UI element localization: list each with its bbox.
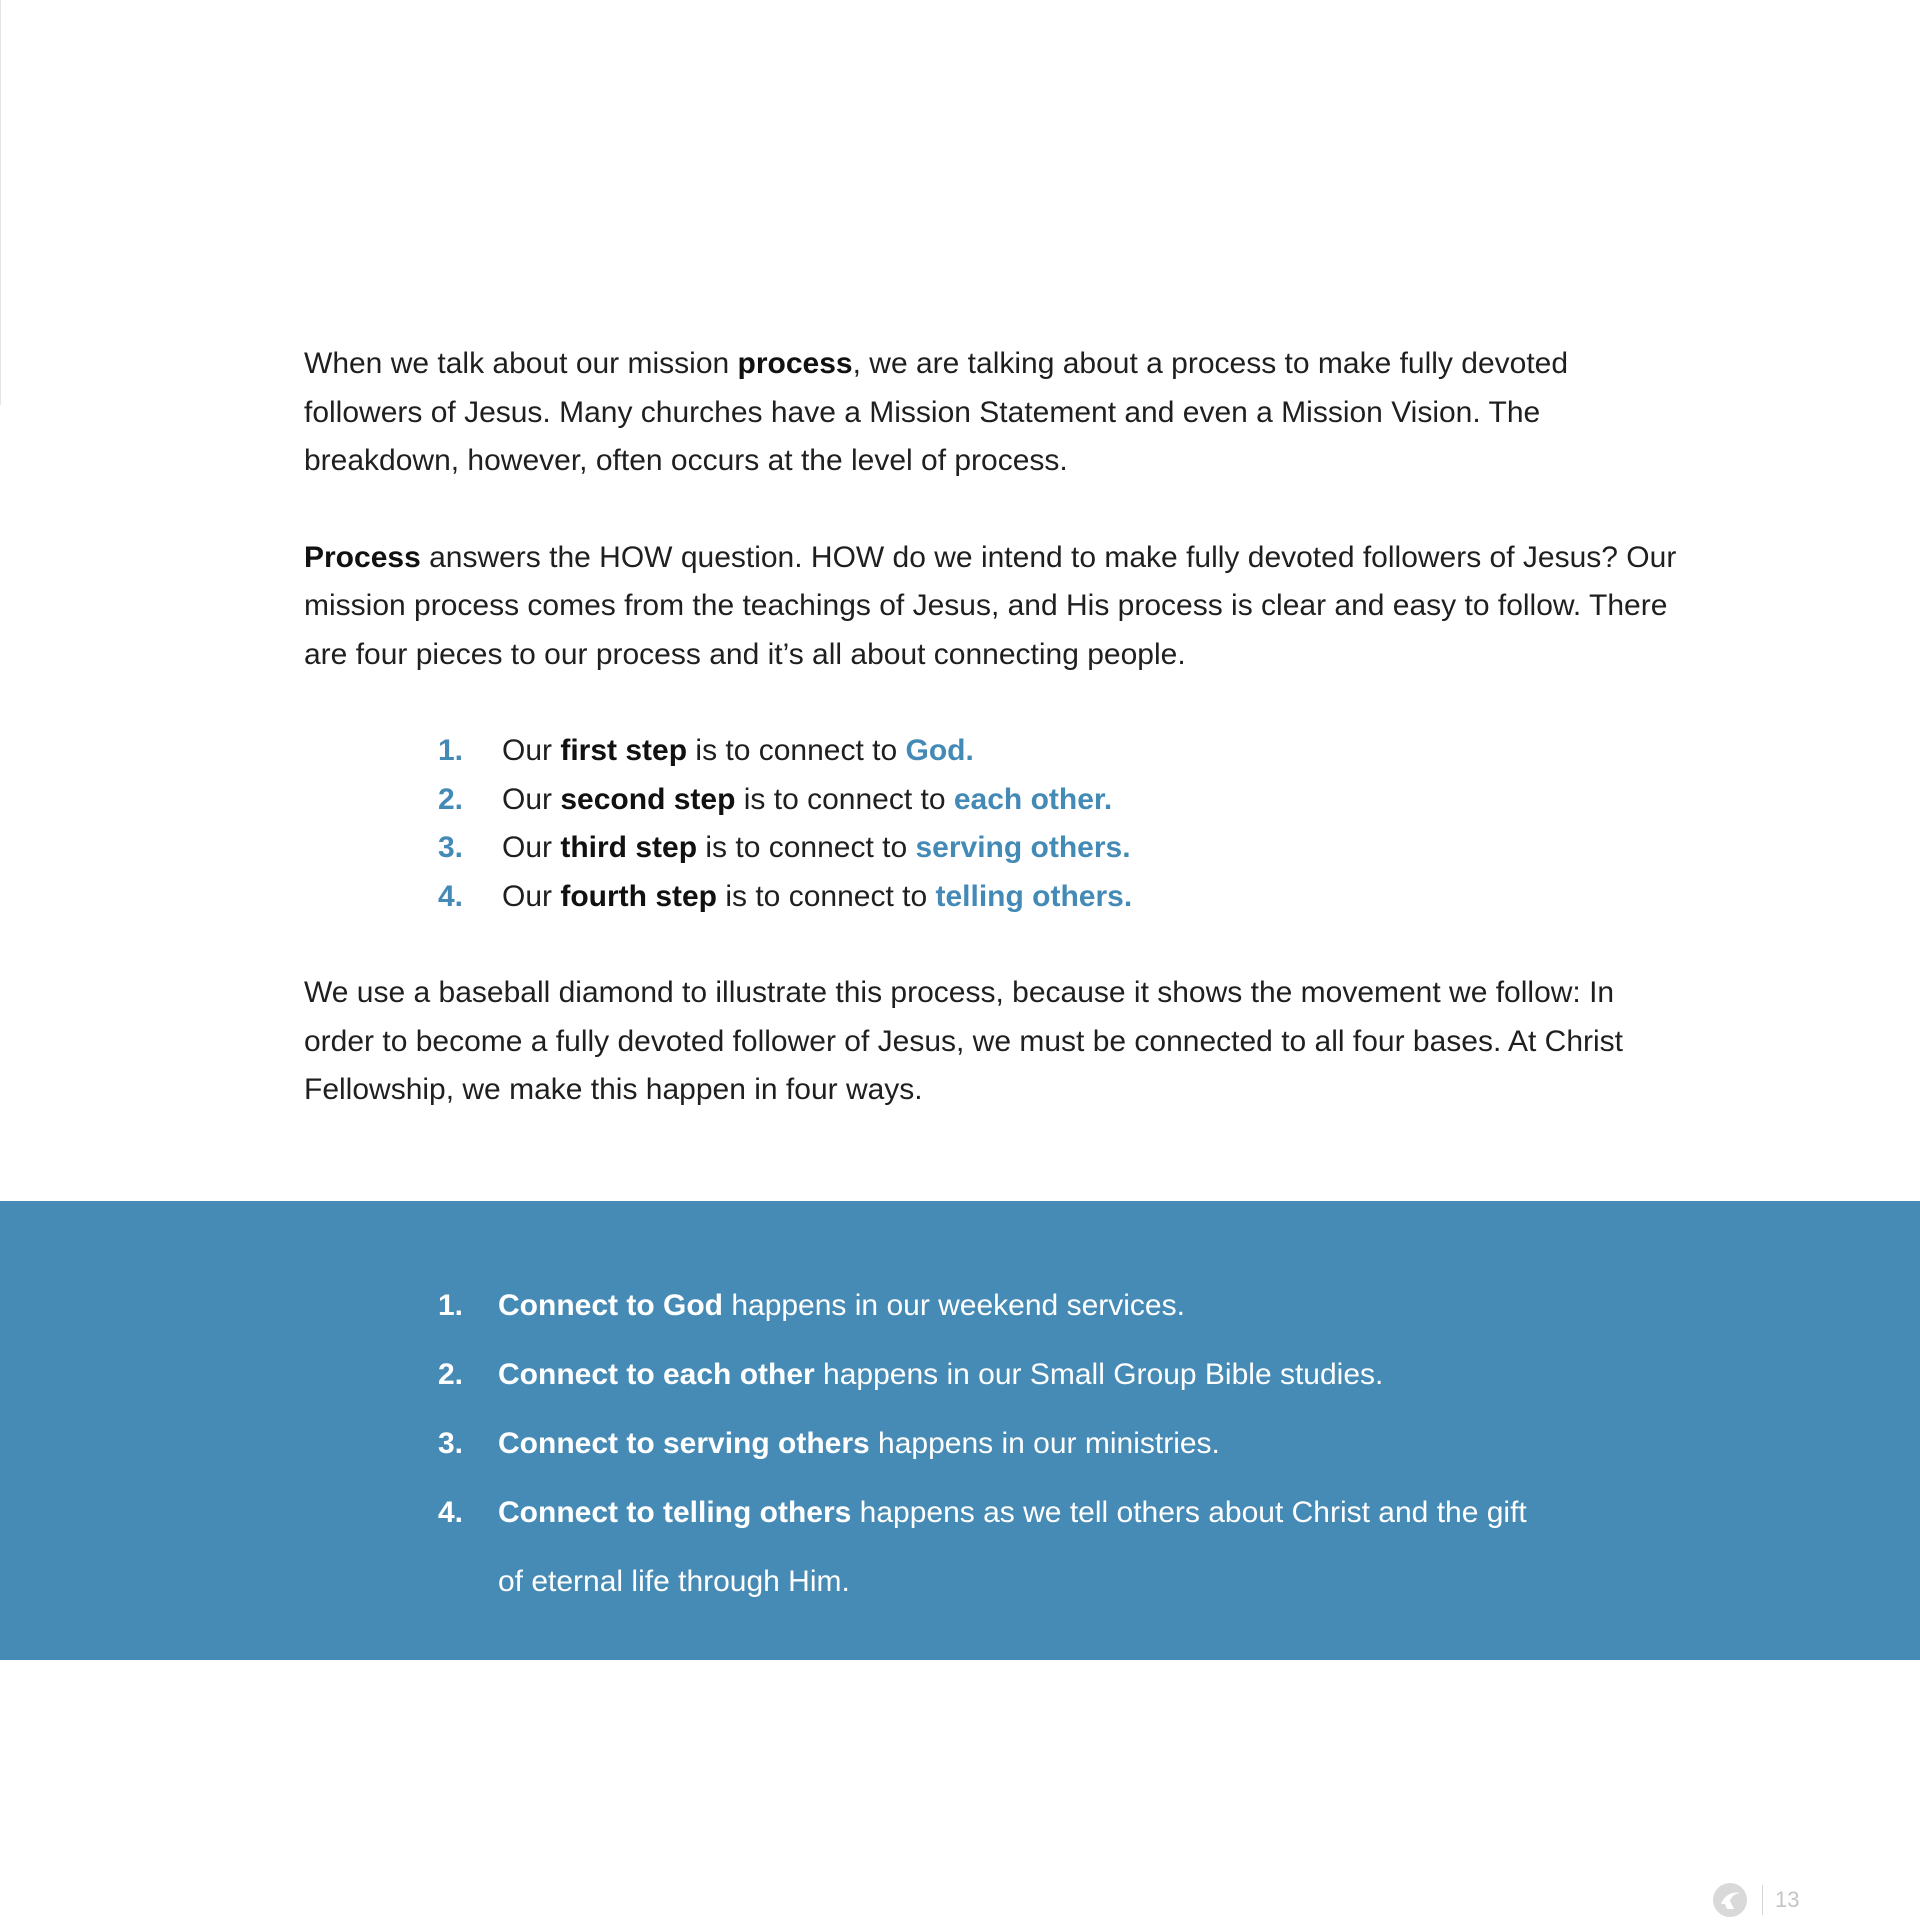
intro-paragraph-1: When we talk about our mission process, we are talking about a process to make fully devoted followers of Jesus. Many churches have a Mission Statement and even a Mission Vision. The breakdown, however, often occurs at the level of process. xyxy=(304,347,1569,477)
list-item: 2. Connect to each other happens in our Small Group Bible studies. xyxy=(438,1358,1384,1391)
four-ways-list xyxy=(438,1271,1538,1616)
page-footer xyxy=(1712,1880,1799,1920)
body-content xyxy=(304,340,1684,1163)
intro-paragraph-2: Process answers the HOW question. HOW do we intend to make fully devoted followers of Jesus? Our mission process comes from the teachings of Jesus, and His process is clear and easy to follow. There are four pieces to our process and it’s all about connecting people. xyxy=(304,540,1677,671)
page-edge-rule xyxy=(0,0,1,405)
process-steps-list xyxy=(304,727,1684,921)
list-item: 4. Connect to telling others happens as we tell others about Christ and the gift of eternal life through Him. xyxy=(438,1496,1527,1598)
list-item: 1. Connect to God happens in our weekend services. xyxy=(438,1289,1185,1322)
list-item: 3. Connect to serving others happens in our ministries. xyxy=(438,1427,1220,1460)
footer-divider xyxy=(1762,1885,1763,1915)
page-number: 13 xyxy=(1775,1887,1800,1912)
outro-paragraph: We use a baseball diamond to illustrate this process, because it shows the movement we follow: In order to become a fully devoted follower of Jesus, we must be connected to all four bases. At Christ Fellowship, we make this happen in four ways. xyxy=(304,976,1624,1106)
list-item: 2. Our second step is to connect to each other. xyxy=(438,782,1113,816)
list-item: 4. Our fourth step is to connect to telling others. xyxy=(438,879,1133,913)
list-item: 1. Our first step is to connect to God. xyxy=(438,734,974,767)
list-item: 3. Our third step is to connect to serving others. xyxy=(438,831,1131,864)
four-ways-band xyxy=(0,1201,1920,1660)
church-logo-icon xyxy=(1712,1882,1748,1918)
